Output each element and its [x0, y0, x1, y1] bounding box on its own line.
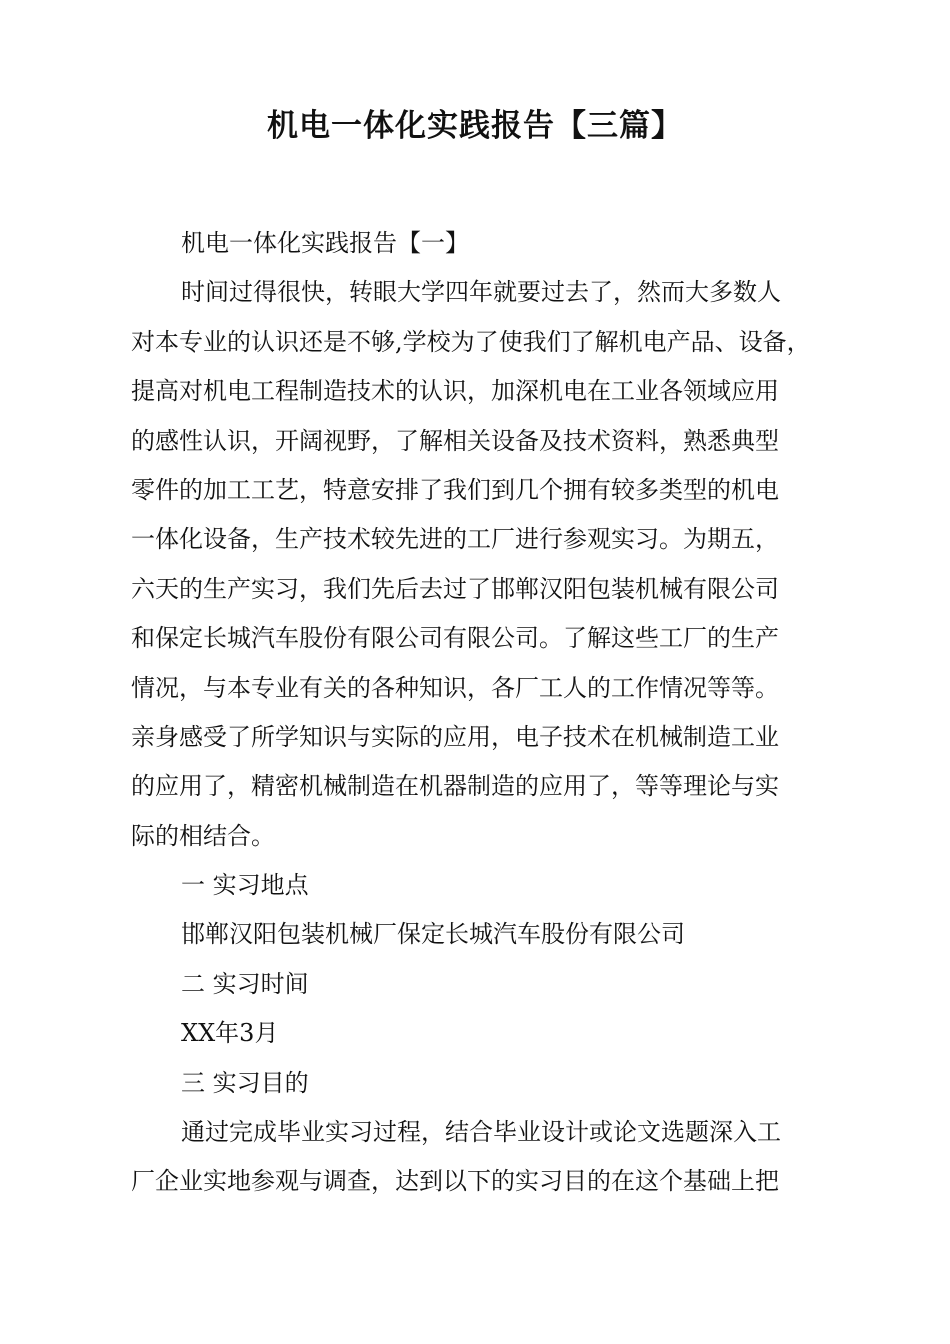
paragraph-line: 对本专业的认识还是不够,学校为了使我们了解机电产品、设备， [131, 327, 811, 356]
paragraph-line: 的感性认识，开阔视野，了解相关设备及技术资料，熟悉典型 [131, 426, 779, 455]
paragraph-line: 和保定长城汽车股份有限公司有限公司。了解这些工厂的生产 [131, 624, 779, 653]
paragraph-line: 零件的加工工艺，特意安排了我们到几个拥有较多类型的机电 [131, 475, 779, 504]
subsection-heading-location: 一 实习地点 [181, 871, 309, 900]
paragraph-line: 情况，与本专业有关的各种知识，各厂工人的工作情况等等。 [131, 673, 779, 702]
paragraph-line: 一体化设备，生产技术较先进的工厂进行参观实习。为期五， [131, 525, 779, 554]
paragraph-line: 的应用了，精密机械制造在机器制造的应用了，等等理论与实 [131, 772, 779, 801]
paragraph-line: 六天的生产实习，我们先后去过了邯郸汉阳包装机械有限公司 [131, 574, 779, 603]
section-heading: 机电一体化实践报告【一】 [181, 229, 469, 257]
paragraph-line: 厂企业实地参观与调查，达到以下的实习目的在这个基础上把 [131, 1167, 779, 1196]
location-text: 邯郸汉阳包装机械厂保定长城汽车股份有限公司 [181, 920, 685, 949]
subsection-heading-time: 二 实习时间 [181, 969, 309, 998]
paragraph-line: 提高对机电工程制造技术的认识，加深机电在工业各领域应用 [131, 377, 779, 406]
time-text: XX年3月 [181, 1019, 279, 1048]
document-title: 机电一体化实践报告【三篇】 [267, 108, 683, 144]
subsection-heading-purpose: 三 实习目的 [181, 1068, 309, 1097]
paragraph-line: 通过完成毕业实习过程，结合毕业设计或论文选题深入工 [181, 1118, 781, 1147]
document-body [131, 219, 851, 1207]
paragraph-line: 时间过得很快，转眼大学四年就要过去了，然而大多数人 [181, 278, 781, 307]
paragraph-line: 际的相结合。 [131, 821, 275, 850]
paragraph-line: 亲身感受了所学知识与实际的应用，电子技术在机械制造工业 [131, 722, 779, 751]
